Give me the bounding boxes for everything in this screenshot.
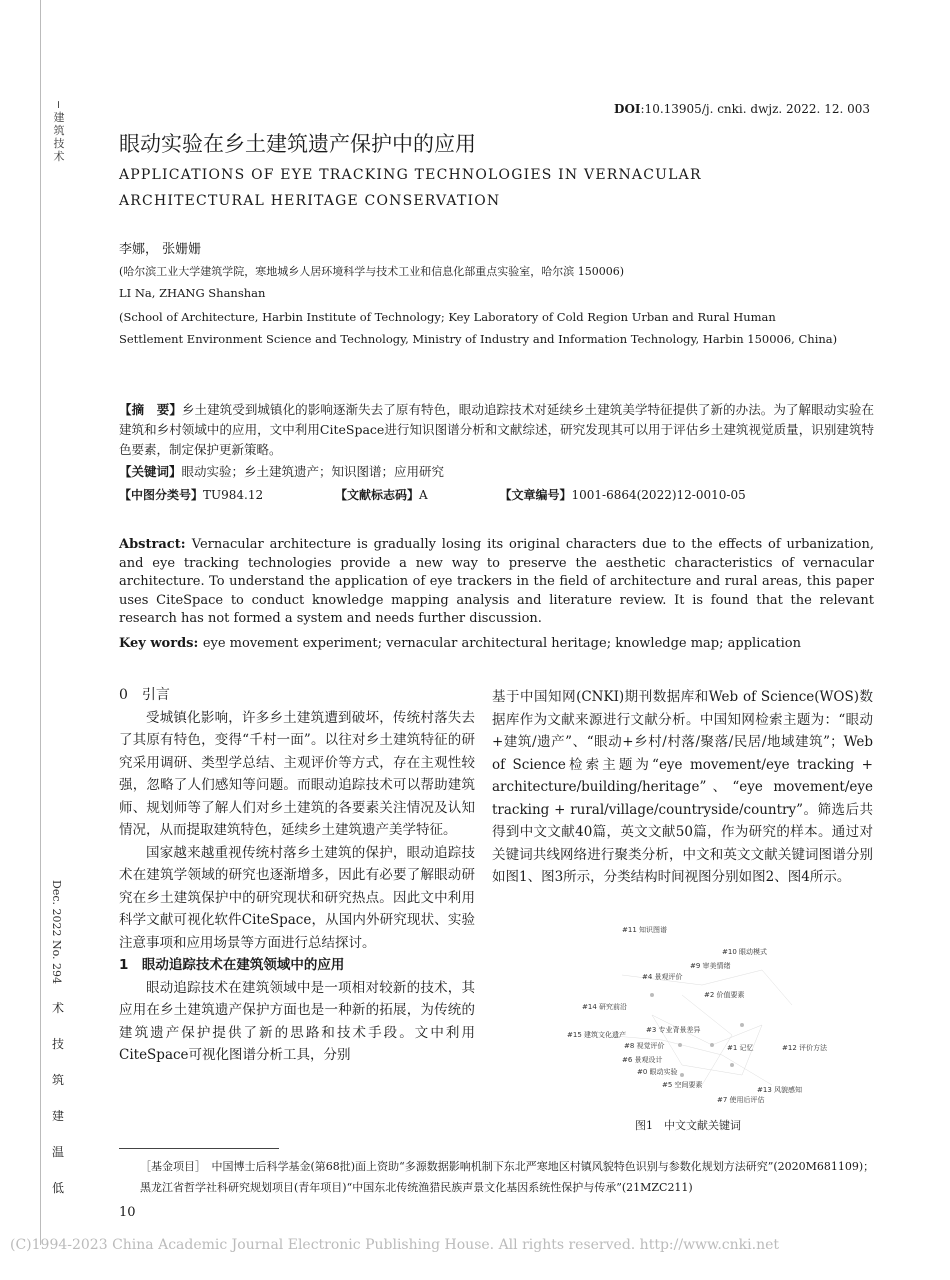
copyright-watermark: (C)1994-2023 China Academic Journal Electronic Publishing House. All rights reserved. http://www.cnki.net — [10, 1237, 780, 1253]
cluster-label: #0 眼动实验 — [637, 1068, 678, 1076]
paragraph: 受城镇化影响，许多乡土建筑遭到破坏，传统村落失去了其原有特色，变得“千村一面”。以往对乡土建筑特征的研究采用调研、类型学总结、主观评价等方式，存在主观性较强，忽略了人们感知等问题。而眼动追踪技术可以帮助建筑师、规划师等了解人们对乡土建筑的各要素关注情况及认知情况，从而提取建筑特色，延续乡土建筑遗产美学特征。 — [119, 709, 475, 838]
abstract-cn: 【摘 要】乡土建筑受到城镇化的影响逐渐失去了原有特色，眼动追踪技术对延续乡土建筑美学特征提供了新的办法。为了解眼动实验在建筑和乡村领域中的应用，文中利用CiteSpace进行知识图谱分析和文献综述，研究发现其可以用于评估乡土建筑视觉质量，识别建筑特色要素，制定保护更新策略。 — [119, 402, 874, 457]
cluster-label: #8 视觉评价 — [624, 1042, 665, 1050]
footnote-rule — [119, 1148, 279, 1149]
cluster-label: #2 价值要素 — [704, 991, 745, 999]
cluster-label: #12 评价方法 — [782, 1044, 827, 1052]
page-number: 10 — [119, 1205, 136, 1220]
abstract-en: Abstract: Vernacular architecture is gradually losing its original characters due to the effects of urbanization, and eye tracking technologies provide a new way to preserve the aesthetic characteristics of vernacular architecture. To understand the application of eye trackers in the field of architecture and rural areas, this paper uses CiteSpace to conduct knowledge mapping analysis and literature review. It is found that the relevant research has not formed a system and needs further discussion. — [119, 537, 875, 626]
figure-keyword-map — [562, 925, 842, 1115]
cluster-label: #4 景观评价 — [642, 973, 683, 981]
cluster-label: #10 眼动模式 — [722, 948, 767, 956]
cluster-label: #15 建筑文化遗产 — [567, 1031, 626, 1039]
funding-footnote: ［基金项目］ 中国博士后科学基金(第68批)面上资助“多源数据影响机制下东北严寒地区村镇风貌特色识别与参数化规划方法研究”(2020M681109)；黑龙江省哲学社科研究规划项目(青年项目)“中国东北传统渔猎民族声景文化基因系统性保护与传承”(21MZC211) — [140, 1160, 875, 1194]
affiliation-cn: (哈尔滨工业大学建筑学院，寒地城乡人居环境科学与技术工业和信息化部重点实验室，哈尔滨 150006) — [119, 265, 625, 278]
authors-en: LI Na, ZHANG Shanshan — [119, 286, 266, 300]
classification-info: 【中图分类号】TU984.12 【文献标志码】A 【文章编号】1001-6864(2022)12-0010-05 — [119, 488, 746, 502]
cluster-label: #5 空间要素 — [662, 1081, 703, 1089]
body-right-column — [492, 686, 873, 889]
title-en: APPLICATIONS OF EYE TRACKING TECHNOLOGIES IN VERNACULAR ARCHITECTURAL HERITAGE CONSERVATION — [119, 167, 702, 209]
cluster-label: #9 审美情绪 — [690, 962, 731, 970]
cluster-label: #11 知识图谱 — [622, 926, 667, 934]
cluster-label: #1 记忆 — [727, 1044, 754, 1052]
section-label-vertical: −建筑技术 — [52, 100, 65, 164]
authors-cn: 李娜， 张姗姗 — [119, 242, 202, 257]
cluster-label: #6 景观设计 — [622, 1056, 663, 1064]
issue-vertical: Dec. 2022 No. 294 — [50, 880, 63, 985]
cluster-label: #7 使用后评估 — [717, 1096, 765, 1104]
paragraph: 国家越来越重视传统村落乡土建筑的保护，眼动追踪技术在建筑学领域的研究也逐渐增多，因此有必要了解眼动研究在乡土建筑保护中的研究现状和研究热点。因此文中利用科学文献可视化软件CiteSpace，从国内外研究现状、实验注意事项和应用场景等方面进行总结探讨。 — [119, 844, 475, 951]
keywords-cn: 【关键词】眼动实验；乡土建筑遗产；知识图谱；应用研究 — [119, 464, 445, 479]
paragraph: 基于中国知网(CNKI)期刊数据库和Web of Science(WOS)数据库作为文献来源进行文献分析。中国知网检索主题为：“眼动+建筑/遗产”、“眼动+乡村/村落/聚落/民居/地域建筑”；Web of Science检索主题为“eye movement/eye tracking + architecture/building/heritage”、“eye movement/eye tracking + rural/village/countryside/country”。筛选后共得到中文文献40篇，英文文献50篇，作为研究的样本。通过对关键词共线网络进行聚类分析，中文和英文文献关键词图谱分别如图1、图3所示，分类结构时间视图分别如图2、图4所示。 — [492, 689, 873, 885]
figure-caption: 图1 中文文献关键词 — [635, 1119, 741, 1132]
body-left-column — [119, 684, 475, 1067]
section-heading-intro: 0 引言 — [119, 687, 170, 703]
affiliation-en: (School of Architecture, Harbin Institute of Technology; Key Laboratory of Cold Region Urban and Rural Human Settlement Environment Science and Technology, Ministry of Industry and Information Technology, Harbin 150006, China) — [119, 310, 838, 346]
cluster-label: #14 研究前沿 — [582, 1003, 627, 1011]
paragraph: 眼动追踪技术在建筑领域中是一项相对较新的技术，其应用在乡土建筑遗产保护方面也是一种新的拓展，为传统的建筑遗产保护提供了新的思路和技术手段。文中利用CiteSpace可视化图谱分析工具，分别 — [119, 979, 475, 1063]
cluster-label: #3 专业背景差异 — [646, 1026, 701, 1034]
margin-rule — [40, 0, 41, 1245]
keywords-en: Key words: eye movement experiment; vernacular architectural heritage; knowledge map; application — [119, 636, 801, 651]
title-cn: 眼动实验在乡土建筑遗产保护中的应用 — [119, 132, 476, 156]
cluster-label: #13 风貌感知 — [757, 1086, 802, 1094]
section-heading-1: 1 眼动追踪技术在建筑领域中的应用 — [119, 957, 345, 973]
doi: DOI:10.13905/j. cnki. dwjz. 2022. 12. 003 — [614, 102, 870, 116]
